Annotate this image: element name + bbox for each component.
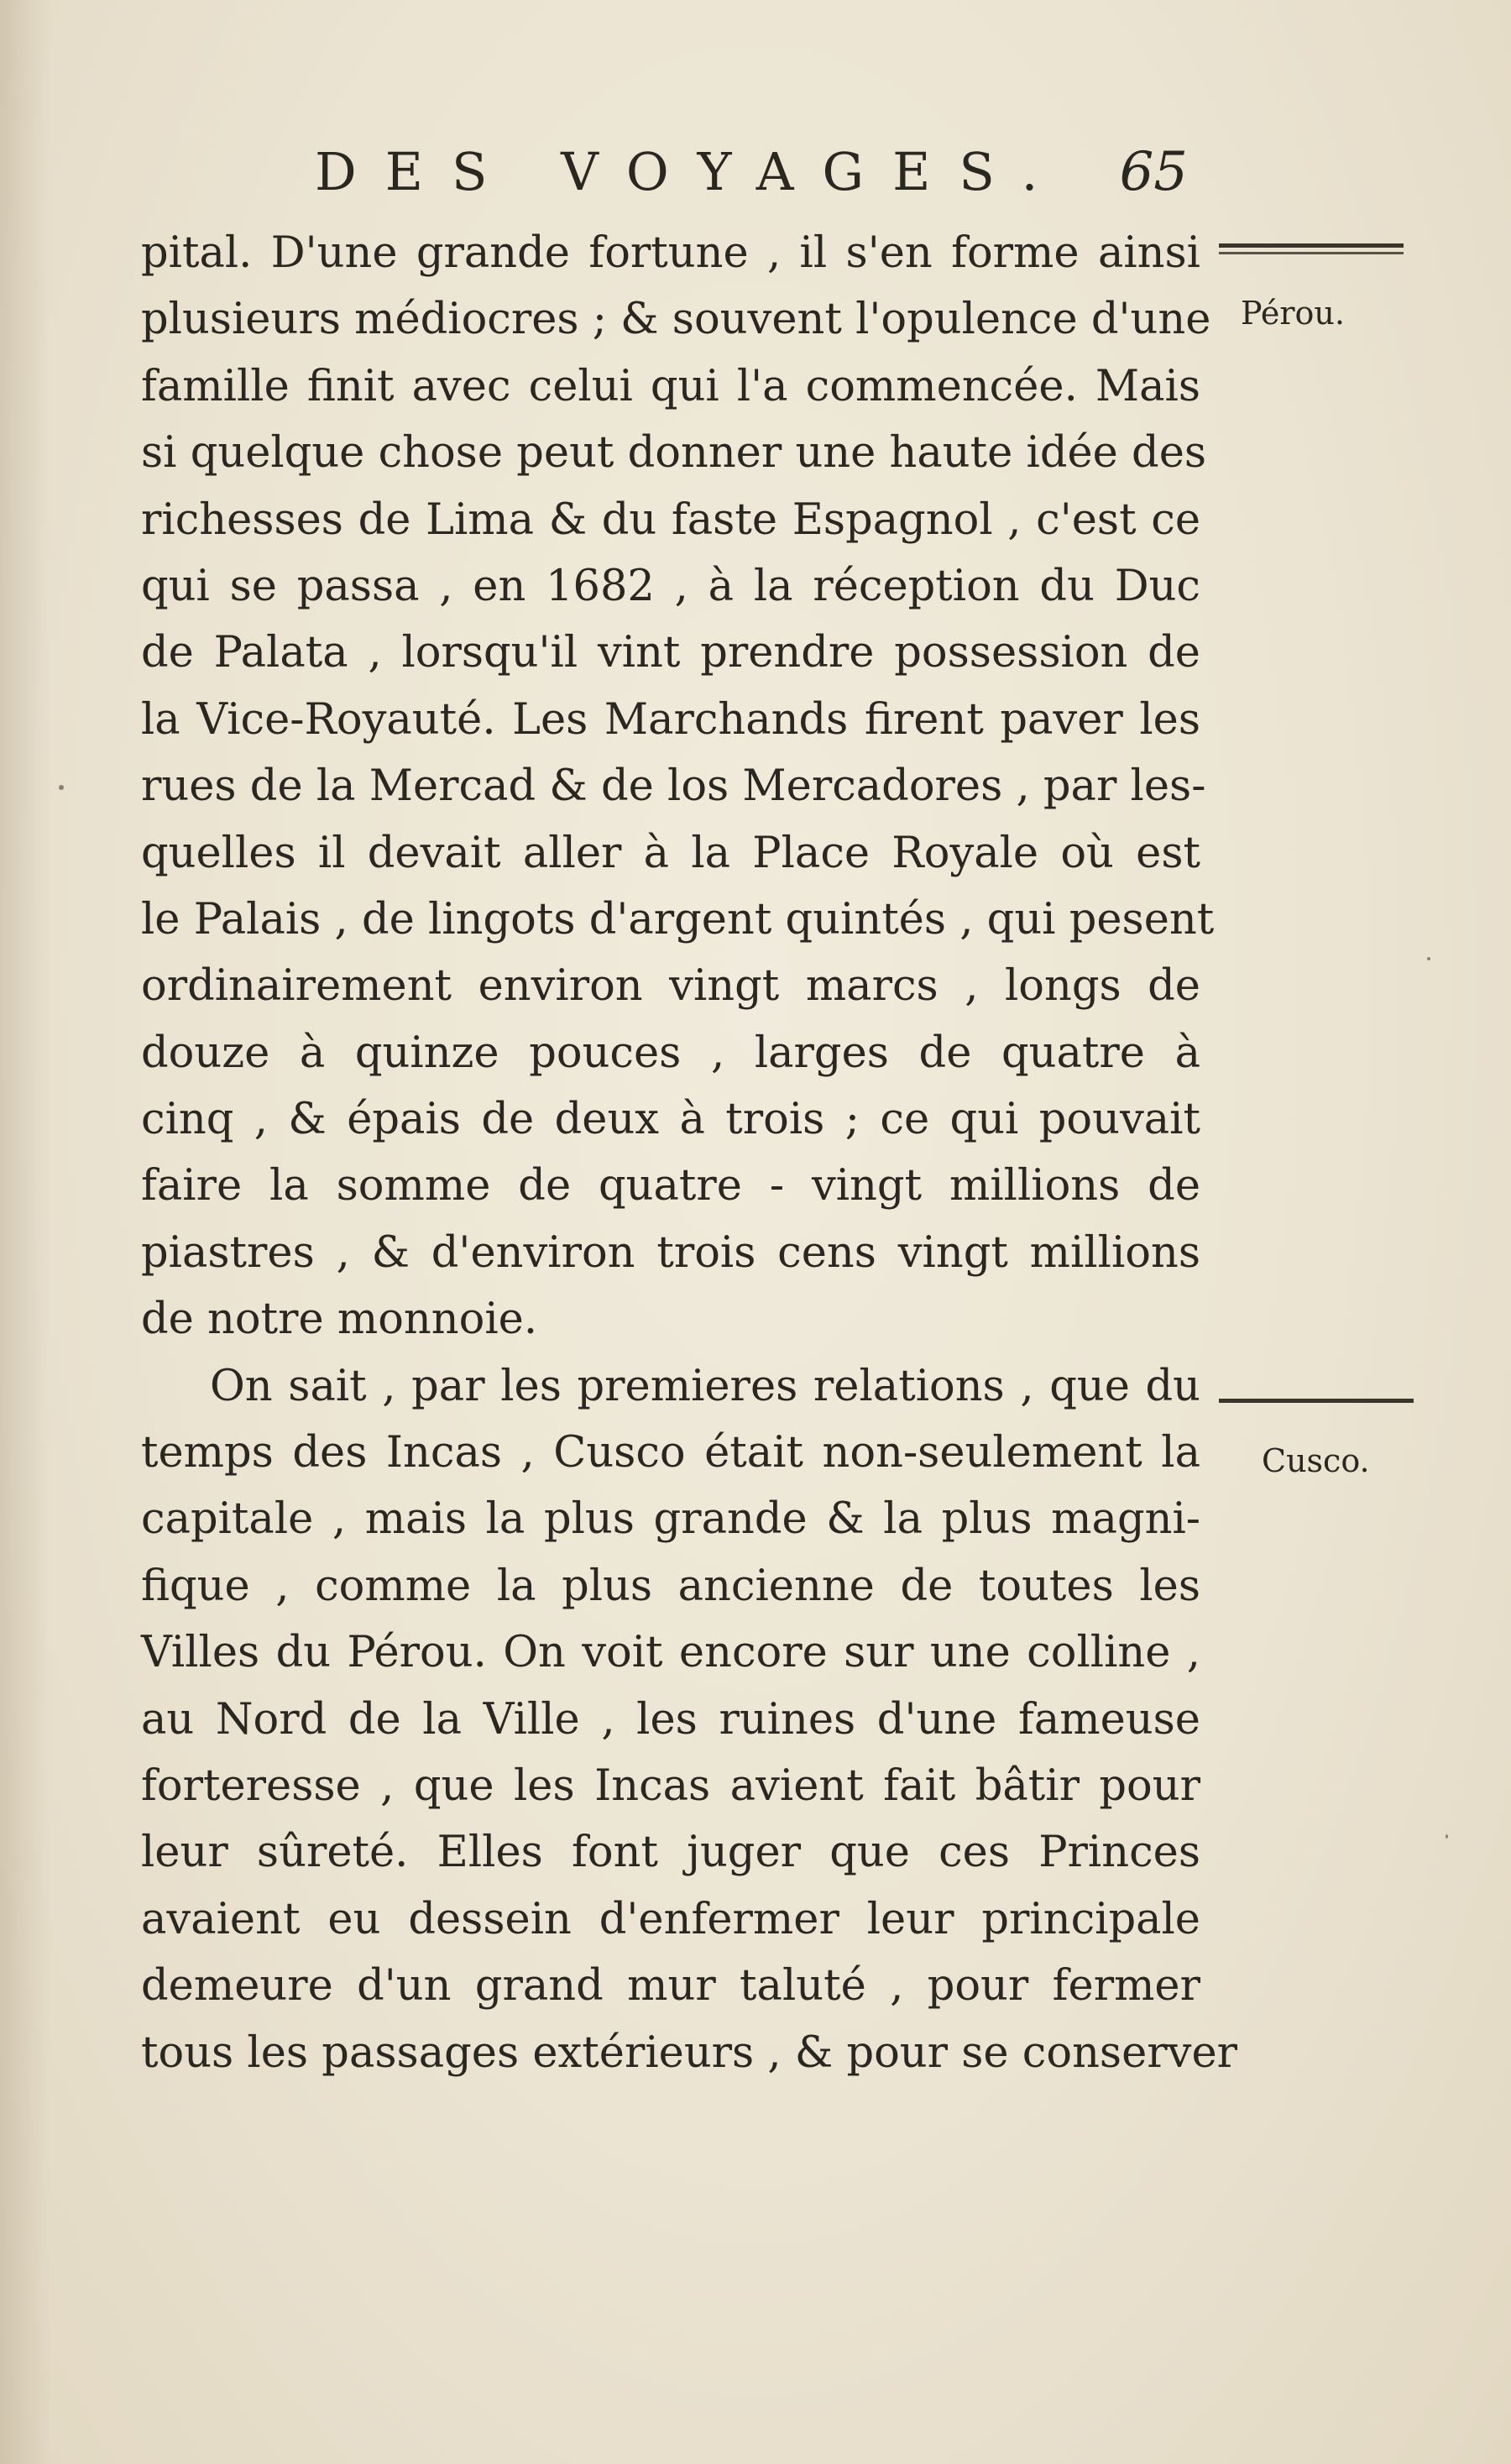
text-line: si quelque chose peut donner une haute idée des xyxy=(141,428,1207,479)
text-line: Villes du Pérou. On voit encore sur une colline , xyxy=(141,1628,1200,1678)
gutter-shadow xyxy=(0,0,50,2464)
text-line: pital. D'une grande fortune , il s'en forme ainsi xyxy=(141,228,1200,278)
paper-speck xyxy=(1446,1834,1448,1839)
text-line: avaient eu dessein d'enfermer leur principale xyxy=(141,1894,1200,1944)
paper-speck xyxy=(1427,957,1430,960)
text-line: plusieurs médiocres ; & souvent l'opulence d'une xyxy=(141,295,1211,345)
text-line: rues de la Mercad & de los Mercadores , par les- xyxy=(141,761,1206,812)
text-line: tous les passages extérieurs , & pour se conserver xyxy=(141,2027,1238,2078)
page-number: 65 xyxy=(1119,141,1188,203)
margin-note-cusco: Cusco. xyxy=(1262,1442,1370,1479)
page-header xyxy=(315,134,1188,210)
text-line: de Palata , lorsqu'il vint prendre possession de xyxy=(141,628,1200,678)
margin-rule-top xyxy=(1219,243,1404,248)
text-line: fique , comme la plus ancienne de toutes les xyxy=(141,1561,1200,1611)
text-line: leur sûreté. Elles font juger que ces Princes xyxy=(141,1828,1200,1878)
text-line: demeure d'un grand mur taluté , pour fermer xyxy=(141,1961,1200,2011)
text-line: temps des Incas , Cusco était non-seulement la xyxy=(141,1428,1200,1478)
text-line: au Nord de la Ville , les ruines d'une fameuse xyxy=(141,1694,1200,1745)
text-line: ordinairement environ vingt marcs , longs de xyxy=(141,961,1200,1012)
margin-note-peru: Pérou. xyxy=(1241,295,1345,332)
margin-rule-middle xyxy=(1219,1399,1414,1403)
text-line: cinq , & épais de deux à trois ; ce qui pouvait xyxy=(141,1095,1200,1145)
text-line: le Palais , de lingots d'argent quintés , qui pesent xyxy=(141,894,1215,944)
body-text xyxy=(141,220,1238,2086)
text-line: forteresse , que les Incas avient fait bâtir pour xyxy=(141,1760,1200,1811)
text-line: capitale , mais la plus grande & la plus magni- xyxy=(141,1494,1200,1545)
running-title: DES VOYAGES. xyxy=(315,141,1067,202)
text-line: la Vice-Royauté. Les Marchands firent paver les xyxy=(141,694,1200,745)
paper-speck xyxy=(59,785,64,790)
text-line: quelles il devait aller à la Place Royale où est xyxy=(141,828,1200,878)
text-line: On sait , par les premieres relations , que du xyxy=(210,1361,1200,1411)
text-line: faire la somme de quatre - vingt millions de xyxy=(141,1161,1200,1211)
text-line: famille finit avec celui qui l'a commencée. Mais xyxy=(141,361,1200,411)
text-line: douze à quinze pouces , larges de quatre à xyxy=(141,1028,1200,1078)
text-line: qui se passa , en 1682 , à la réception du Duc xyxy=(141,561,1200,611)
text-line: richesses de Lima & du faste Espagnol , c'est ce xyxy=(141,494,1200,545)
text-line: de notre monnoie. xyxy=(141,1295,538,1345)
text-line: piastres , & d'environ trois cens vingt millions xyxy=(141,1227,1200,1278)
